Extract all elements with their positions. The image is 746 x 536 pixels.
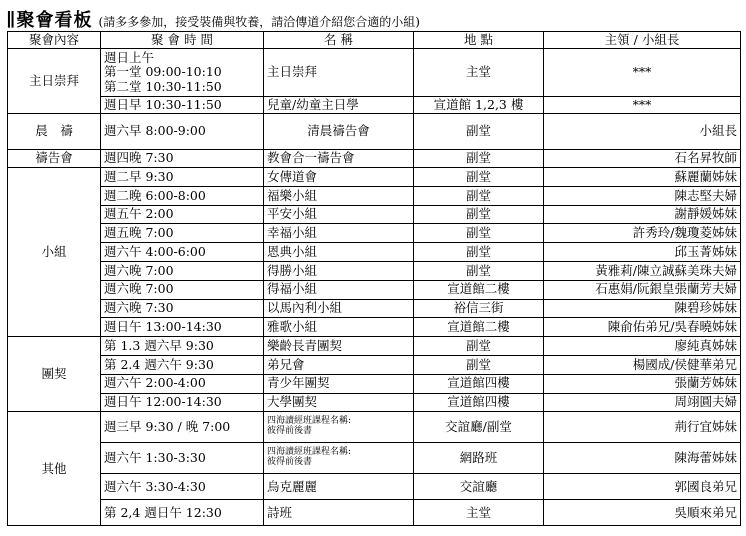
time-line: 週日午 13:00-14:30 (104, 319, 222, 335)
time-cell (101, 168, 264, 187)
table-row (8, 150, 741, 168)
time-cell (101, 412, 264, 443)
time-line: 週五午 2:00 (104, 206, 174, 222)
table-row (8, 393, 741, 412)
time-line: 第二堂 10:30-11:50 (104, 78, 222, 94)
time-line: 週六午 2:00-4:00 (104, 375, 206, 391)
time-cell (101, 49, 264, 97)
time-line: 週五晚 7:00 (104, 225, 174, 241)
time-line: 週六晚 7:30 (104, 300, 174, 316)
time-cell (101, 500, 264, 526)
table-row (8, 374, 741, 393)
time-line: 週六午 1:30-3:30 (104, 450, 206, 466)
leader-cell: 黃雅莉/陳立誠蘇美珠夫婦 (544, 261, 741, 280)
name-cell: 大學團契 (264, 393, 414, 412)
name-cell: 教會合一禱告會 (264, 150, 414, 168)
time-line: 週二晚 6:00-8:00 (104, 187, 206, 203)
time-cell (101, 355, 264, 374)
time-cell (101, 280, 264, 299)
leader-cell: 郭國良弟兄 (544, 474, 741, 500)
time-cell (101, 186, 264, 205)
meetings-table (7, 31, 741, 526)
leader-cell: 石惠娟/阮銀皇張蘭芳夫婦 (544, 280, 741, 299)
name-cell: 弟兄會 (264, 355, 414, 374)
category-cell: 主日崇拜 (8, 49, 101, 114)
leader-cell: *** (544, 97, 741, 114)
location-cell: 宣道館 1,2,3 樓 (414, 97, 544, 114)
name-cell: 樂齡長青團契 (264, 337, 414, 356)
leader-cell: 吳順來弟兄 (544, 500, 741, 526)
leader-cell: *** (544, 49, 741, 97)
time-cell (101, 97, 264, 114)
table-row (8, 474, 741, 500)
board-title: ∥聚會看板 (6, 10, 93, 31)
board-subtitle: (請多多參加，接受裝備與牧養，請洽傳道介紹您合適的小組) (98, 15, 420, 29)
time-line: 週四晚 7:30 (104, 150, 174, 166)
location-cell: 宣道館四樓 (414, 393, 544, 412)
table-row (8, 443, 741, 474)
time-cell (101, 299, 264, 318)
time-cell (101, 443, 264, 474)
location-cell: 宣道館二樓 (414, 280, 544, 299)
time-cell (101, 150, 264, 168)
category-cell: 晨 禱 (8, 114, 101, 150)
name-cell: 雅歌小組 (264, 318, 414, 337)
time-line: 週日早 10:30-11:50 (104, 96, 222, 112)
table-row (8, 337, 741, 356)
time-line: 第 2.4 週六午 9:30 (104, 356, 214, 372)
location-cell: 副堂 (414, 150, 544, 168)
table-row (8, 412, 741, 443)
board-header (6, 6, 420, 30)
time-cell (101, 393, 264, 412)
time-line: 週六午 3:30-4:30 (104, 478, 206, 494)
table-body (8, 49, 741, 526)
leader-cell: 周翊圓夫婦 (544, 393, 741, 412)
course-name-line: 四海讀經班課程名稱: (267, 416, 352, 427)
leader-cell: 小組長 (544, 114, 741, 150)
table-row (8, 261, 741, 280)
location-cell: 副堂 (414, 355, 544, 374)
column-header: 聚會內容 (8, 32, 101, 49)
category-cell: 小組 (8, 168, 101, 337)
table-row (8, 49, 741, 97)
time-line: 第一堂 09:00-10:10 (104, 64, 222, 80)
time-line: 週六午 4:00-6:00 (104, 243, 206, 259)
time-cell (101, 243, 264, 262)
table-row (8, 243, 741, 262)
name-cell: 青少年團契 (264, 374, 414, 393)
location-cell: 主堂 (414, 49, 544, 97)
time-cell (101, 114, 264, 150)
location-cell: 副堂 (414, 224, 544, 243)
time-cell (101, 224, 264, 243)
category-cell: 團契 (8, 337, 101, 412)
column-header: 聚 會 時 間 (101, 32, 264, 49)
time-line: 第 2,4 週日午 12:30 (104, 504, 222, 520)
table-header-row (8, 32, 741, 49)
leader-cell: 許秀玲/魏瓊菱姊妹 (544, 224, 741, 243)
column-header: 主領 / 小組長 (544, 32, 741, 49)
time-cell (101, 205, 264, 224)
time-line: 週六早 8:00-9:00 (104, 123, 206, 139)
leader-cell: 邱玉菁姊妹 (544, 243, 741, 262)
location-cell: 副堂 (414, 337, 544, 356)
time-line: 週日午 12:00-14:30 (104, 394, 222, 410)
table-row (8, 205, 741, 224)
time-line: 週二早 9:30 (104, 168, 174, 184)
table-row (8, 280, 741, 299)
table-row (8, 114, 741, 150)
location-cell: 副堂 (414, 243, 544, 262)
location-cell: 副堂 (414, 205, 544, 224)
course-name-line: 彼得前後書 (267, 426, 313, 437)
name-cell: 恩典小組 (264, 243, 414, 262)
column-header: 地 點 (414, 32, 544, 49)
time-line: 第 1.3 週六早 9:30 (104, 337, 214, 353)
leader-cell: 廖純真姊妹 (544, 337, 741, 356)
leader-cell: 荊行宜姊妹 (544, 412, 741, 443)
name-cell: 主日崇拜 (264, 49, 414, 97)
leader-cell: 謝靜媛姊妹 (544, 205, 741, 224)
time-cell (101, 374, 264, 393)
table-row (8, 299, 741, 318)
location-cell: 副堂 (414, 186, 544, 205)
name-cell: 烏克麗麗 (264, 474, 414, 500)
leader-cell: 石名昇牧師 (544, 150, 741, 168)
course-name-line: 彼得前後書 (267, 457, 313, 468)
table-row (8, 186, 741, 205)
table-row (8, 168, 741, 187)
time-cell (101, 318, 264, 337)
category-cell: 其他 (8, 412, 101, 526)
location-cell: 副堂 (414, 114, 544, 150)
column-header: 名 稱 (264, 32, 414, 49)
time-line: 週六晚 7:00 (104, 281, 174, 297)
table-row (8, 355, 741, 374)
name-cell: 清晨禱告會 (264, 114, 414, 150)
leader-cell: 蘇麗蘭姊妹 (544, 168, 741, 187)
leader-cell: 楊國成/侯健華弟兄 (544, 355, 741, 374)
name-cell: 以馬內利小組 (264, 299, 414, 318)
leader-cell: 陳志堅夫婦 (544, 186, 741, 205)
table-row (8, 224, 741, 243)
time-cell (101, 261, 264, 280)
name-cell: 平安小組 (264, 205, 414, 224)
leader-cell: 陳海蕾姊妹 (544, 443, 741, 474)
name-cell: 得勝小組 (264, 261, 414, 280)
location-cell: 主堂 (414, 500, 544, 526)
category-cell: 禱告會 (8, 150, 101, 168)
name-cell: 兒童/幼童主日學 (264, 97, 414, 114)
location-cell: 網路班 (414, 443, 544, 474)
name-cell: 得福小組 (264, 280, 414, 299)
leader-cell: 張蘭芳姊妹 (544, 374, 741, 393)
course-name-line: 四海讀經班課程名稱: (267, 447, 352, 458)
time-cell (101, 337, 264, 356)
name-cell (264, 443, 414, 474)
time-line: 週六晚 7:00 (104, 262, 174, 278)
name-cell: 詩班 (264, 500, 414, 526)
name-cell: 女傳道會 (264, 168, 414, 187)
table-row (8, 318, 741, 337)
location-cell: 裕信三街 (414, 299, 544, 318)
time-cell (101, 474, 264, 500)
location-cell: 宣道館四樓 (414, 374, 544, 393)
table-row (8, 500, 741, 526)
location-cell: 交誼廳 (414, 474, 544, 500)
time-line: 週日上午 (104, 49, 155, 65)
name-cell: 福樂小組 (264, 186, 414, 205)
leader-cell: 陳俞佑弟兄/吳春曉姊妹 (544, 318, 741, 337)
location-cell: 宣道館二樓 (414, 318, 544, 337)
leader-cell: 陳碧珍姊妹 (544, 299, 741, 318)
time-line: 週三早 9:30 / 晚 7:00 (104, 419, 231, 435)
location-cell: 副堂 (414, 168, 544, 187)
location-cell: 副堂 (414, 261, 544, 280)
table-row (8, 97, 741, 114)
location-cell: 交誼廳/副堂 (414, 412, 544, 443)
name-cell (264, 412, 414, 443)
name-cell: 幸福小組 (264, 224, 414, 243)
